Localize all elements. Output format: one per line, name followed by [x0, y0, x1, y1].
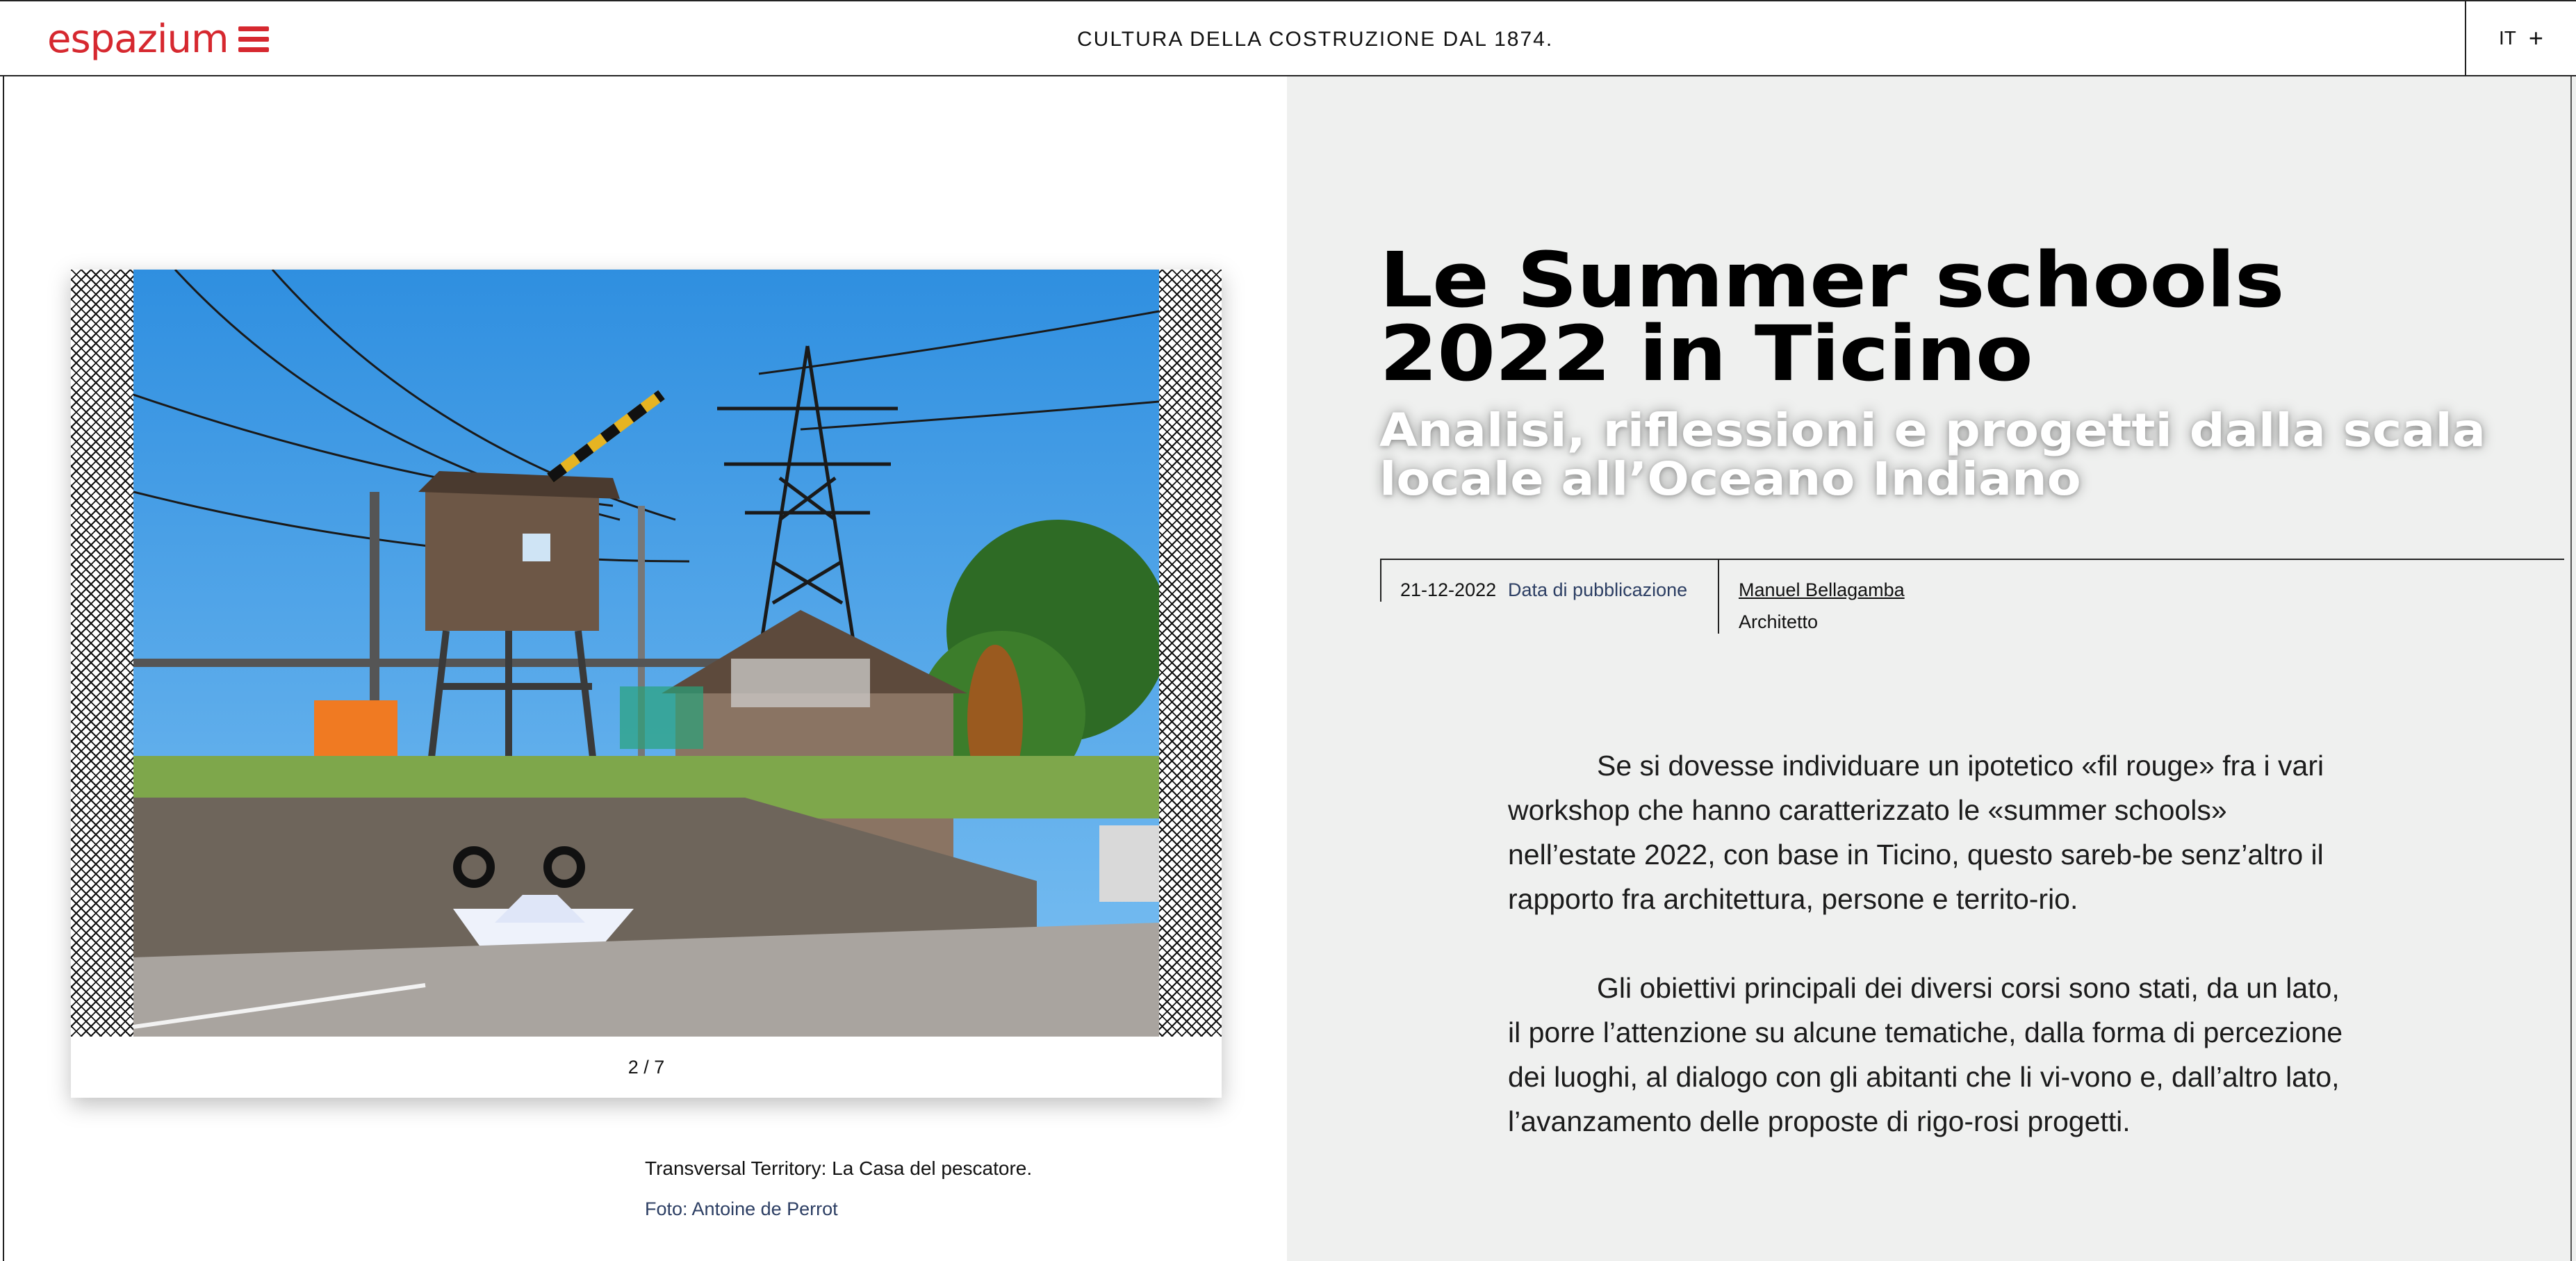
image-caption: Transversal Territory: La Casa del pescatore. — [645, 1157, 1033, 1179]
page-frame-right — [2570, 76, 2572, 1261]
meta-divider-middle — [1718, 559, 1719, 634]
article-subtitle: Analisi, riflessioni e progetti dalla scala locale all’Oceano Indiano — [1379, 404, 2486, 506]
tagline: CULTURA DELLA COSTRUZIONE DAL 1874. — [1077, 28, 1554, 51]
language-label: IT — [2499, 27, 2516, 49]
paragraph: Se si dovesse individuare un ipotetico «fil rouge» fra i vari workshop che hanno caratterizzato le «summer schools» nell’estate 2022, con base in Ticino, questo sareb-be senz’altro il rapporto fra architettura, persone e territo-rio. — [1508, 750, 2324, 915]
article-title: Le Summer schools 2022 in Ticino — [1379, 236, 2284, 398]
meta-divider — [1380, 559, 2564, 560]
photo-illustration — [133, 270, 1159, 1037]
logo-link[interactable] — [47, 13, 269, 65]
plus-icon: + — [2528, 24, 2543, 52]
author-link[interactable]: Manuel Bellagamba — [1739, 579, 1905, 600]
gallery-photo[interactable] — [133, 270, 1159, 1037]
page-frame-left — [3, 0, 4, 1261]
publication-date: 21-12-2022 — [1400, 579, 1497, 600]
gallery-stage[interactable] — [71, 270, 1222, 1037]
author-role: Architetto — [1739, 611, 1819, 632]
publication-date-label: Data di pubblicazione — [1508, 579, 1688, 600]
photo-credit: Foto: Antoine de Perrot — [645, 1198, 838, 1219]
language-switcher[interactable] — [2465, 1, 2576, 75]
paragraph: Gli obiettivi principali dei diversi corsi sono stati, da un lato, il porre l’attenzione su alcune tematiche, dalla forma di percezione dei luoghi, al dialogo con gli abitanti che li vi-vono e, dall’altro lato, l’avanzamento delle proposte di rigo-rosi progetti. — [1508, 972, 2343, 1137]
logo-text: espazium — [47, 16, 229, 62]
slide-counter: 2 / 7 — [627, 1056, 665, 1078]
meta-divider-left — [1380, 559, 1381, 602]
top-bar — [0, 0, 2576, 76]
image-gallery[interactable] — [71, 270, 1222, 1098]
article-body — [1508, 743, 2356, 1188]
menu-icon[interactable] — [238, 26, 269, 52]
